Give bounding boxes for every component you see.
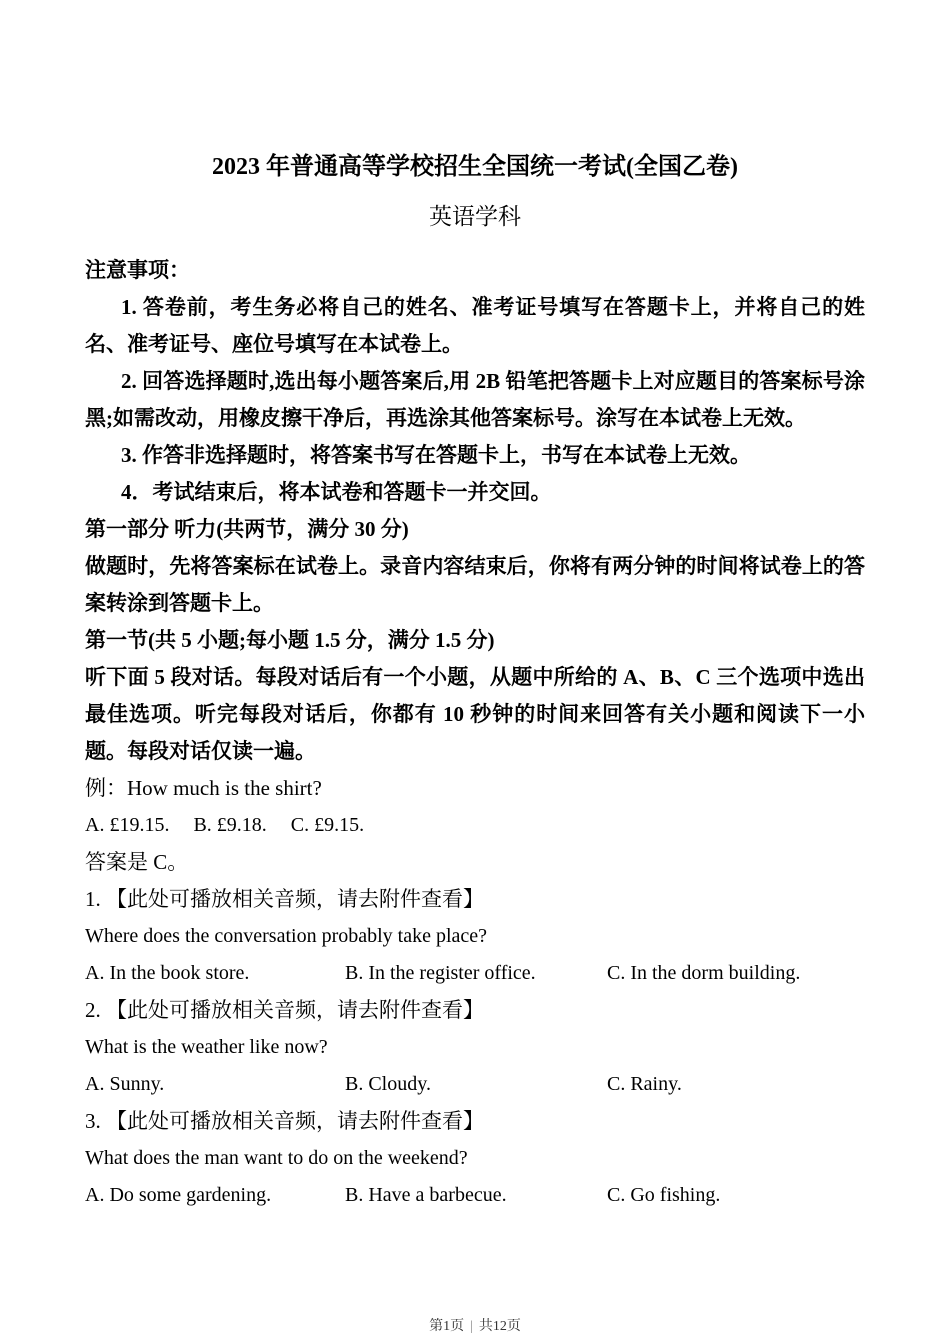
part1-heading: 第一部分 听力(共两节，满分 30 分) — [85, 517, 409, 541]
page-subtitle: 英语学科 — [429, 204, 521, 229]
notice-heading: 注意事项： — [85, 258, 190, 282]
page-footer — [0, 1315, 950, 1335]
footer-separator: | — [470, 1319, 473, 1334]
example-option-c: C. £9.15. — [290, 814, 365, 836]
footer-total-pages: 共12页 — [478, 1319, 521, 1334]
question-block-2 — [85, 992, 865, 1103]
example-option-a: A. £19.15. — [85, 814, 170, 836]
question-1-option-c: C. In the dorm building. — [607, 962, 801, 984]
question-1-options-row — [85, 955, 865, 992]
question-3-audio-note: 3. 【此处可播放相关音频，请去附件查看】 — [85, 1109, 484, 1133]
question-1-option-b: B. In the register office. — [345, 962, 536, 984]
question-2-audio-note: 2. 【此处可播放相关音频，请去附件查看】 — [85, 998, 484, 1022]
question-3-options-row — [85, 1177, 865, 1214]
question-2-option-a: A. Sunny. — [85, 1073, 165, 1095]
question-2-option-b: B. Cloudy. — [345, 1073, 431, 1095]
question-2-options-row — [85, 1066, 865, 1103]
question-block-1 — [85, 881, 865, 992]
section1-heading: 第一节(共 5 小题;每小题 1.5 分，满分 1.5 分) — [85, 628, 495, 652]
question-2-option-c: C. Rainy. — [607, 1073, 682, 1095]
question-1-option-a: A. In the book store. — [85, 962, 250, 984]
example-answer: 答案是 C。 — [85, 850, 189, 874]
question-3-stem: What does the man want to do on the weekend? — [85, 1147, 468, 1169]
question-3-option-a: A. Do some gardening. — [85, 1184, 272, 1206]
notice-item-3: 3. 作答非选择题时，将答案书写在答题卡上，书写在本试卷上无效。 — [121, 443, 751, 467]
page-title: 2023 年普通高等学校招生全国统一考试(全国乙卷) — [212, 154, 738, 180]
question-2-stem: What is the weather like now? — [85, 1036, 328, 1058]
section1-intro: 听下面 5 段对话。每段对话后有一个小题，从题中所给的 A、B、C 三个选项中选出最佳选项。听完每段对话后，你都有 10 秒钟的时间来回答有关小题和阅读下一小题。每段对话仅读一遍。 — [85, 665, 865, 763]
question-1-audio-note: 1. 【此处可播放相关音频，请去附件查看】 — [85, 887, 484, 911]
notice-item-1: 1. 答卷前，考生务必将自己的姓名、准考证号填写在答题卡上，并将自己的姓名、准考证号、座位号填写在本试卷上。 — [85, 295, 865, 356]
example-options-row — [85, 807, 865, 844]
question-3-option-b: B. Have a barbecue. — [345, 1184, 507, 1206]
question-block-3 — [85, 1103, 865, 1214]
example-prompt: 例：How much is the shirt? — [85, 776, 322, 800]
notice-item-4: 4．考试结束后，将本试卷和答题卡一并交回。 — [121, 480, 552, 504]
notice-item-2: 2. 回答选择题时,选出每小题答案后,用 2B 铅笔把答题卡上对应题目的答案标号涂黑;如需改动，用橡皮擦干净后，再选涂其他答案标号。涂写在本试卷上无效。 — [85, 369, 865, 430]
footer-page-number: 第1页 — [429, 1319, 465, 1334]
example-option-b: B. £9.18. — [193, 814, 267, 836]
part1-note: 做题时，先将答案标在试卷上。录音内容结束后，你将有两分钟的时间将试卷上的答案转涂到答题卡上。 — [85, 554, 865, 615]
question-1-stem: Where does the conversation probably take place? — [85, 925, 488, 947]
question-3-option-c: C. Go fishing. — [607, 1184, 721, 1206]
